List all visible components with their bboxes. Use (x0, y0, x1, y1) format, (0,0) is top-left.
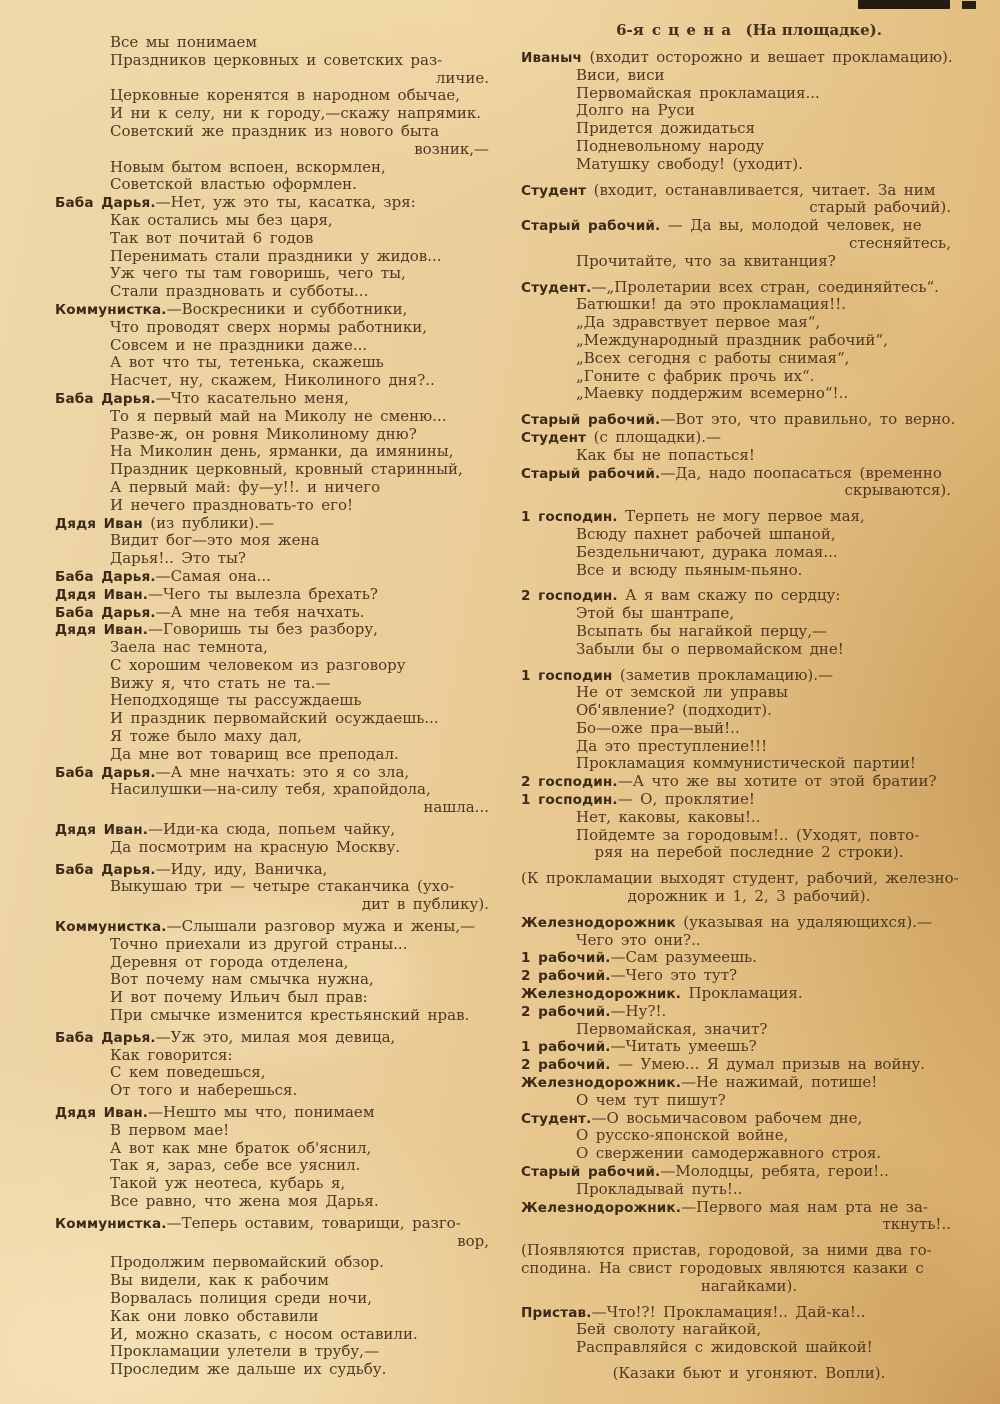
speech-line: Дядя Иван (из публики).— (55, 513, 275, 532)
speech-line: 2 рабочий.—Ну?!. (521, 1001, 667, 1020)
speech-line: 2 рабочий. — Умею... Я думал призыв на войну. (521, 1055, 926, 1074)
speech-line: 1 рабочий.—Сам разумеешь. (521, 948, 757, 967)
verse-line: Неподходяще ты рассуждаешь (110, 691, 362, 710)
scene-heading (521, 20, 977, 40)
speaker-name: Баба Дарья. (55, 604, 156, 621)
speech-line: Железнодорожник.—Первого мая нам рта не за- (521, 1197, 928, 1216)
verse-line: И вот почему Ильич был прав: (110, 988, 368, 1007)
speaker-name: 2 господин. (521, 588, 618, 605)
speaker-name: 1 господин. (521, 792, 618, 809)
verse-line: Все равно, что жена моя Дарья. (110, 1192, 379, 1210)
speech-line: Баба Дарья.—Нет, уж это ты, касатка, зря: (55, 193, 416, 212)
verse-line: Пойдемте за городовым!.. (Уходят, повто- (576, 825, 920, 844)
verse-line: Советской властью оформлен. (110, 175, 357, 194)
verse-line: Всюду пахнет рабочей шпаной, (576, 524, 836, 543)
speaker-name: Баба Дарья. (55, 1029, 156, 1046)
verse-line: Первомайская прокламация... (576, 83, 820, 102)
page-header-number-fragment (962, 1, 976, 9)
speaker-name: Коммунистка. (55, 1215, 167, 1232)
speech-line: Старый рабочий. — Да вы, молодой человек, не (521, 216, 922, 235)
speaker-name: Старый рабочий. (521, 412, 661, 429)
speech-line: Старый рабочий.—Вот это, что правильно, то верно. (521, 410, 956, 429)
speaker-name: 1 рабочий. (521, 950, 611, 967)
right-column (521, 20, 977, 1383)
speech-line: Дядя Иван.—Чего ты вылезла брехать? (55, 584, 378, 603)
verse-line: Все мы понимаем (110, 33, 258, 51)
speech-line: 1 господин (заметив прокламацию).— (521, 665, 833, 684)
verse-line: Бо—оже пра—вый!.. (576, 718, 740, 737)
verse-line: Деревня от города отделена, (110, 952, 349, 971)
speech-line: Железнодорожник. Прокламация. (521, 984, 803, 1003)
verse-line: Прокламации улетели в трубу,— (110, 1342, 379, 1361)
verse-line: При смычке изменится крестьянский нрав. (110, 1006, 470, 1025)
speaker-name: 2 рабочий. (521, 1003, 611, 1020)
verse-line: Советский же праздник из нового быта (110, 121, 440, 140)
verse-line: Да мне вот товарищ все преподал. (110, 744, 399, 763)
verse-line: Прокладывай путь!.. (576, 1179, 743, 1198)
verse-line: Дарья!.. Это ты? (110, 549, 246, 568)
verse-line: Да это преступление!!! (576, 736, 768, 755)
stage-direction: (К прокламации выходят студент, рабочий, железно- (521, 869, 959, 888)
speaker-name: Дядя Иван. (55, 622, 149, 639)
overflow-line: вор, (457, 1231, 489, 1250)
verse-line: Как говорится: (110, 1045, 233, 1064)
speech-line: Дядя Иван.—Говоришь ты без разбору, (55, 620, 378, 639)
verse-line: Все и всюду пьяным-пьяно. (576, 560, 803, 579)
verse-line: Уж чего ты там говоришь, чего ты, (110, 264, 406, 283)
speaker-name: Железнодорожник. (521, 1199, 682, 1216)
speaker-name: Студент (521, 429, 587, 446)
speaker-name: Иваныч (521, 50, 582, 66)
stage-direction: (Казаки бьют и угоняют. Вопли). (612, 1363, 886, 1382)
stage-direction: нагайками). (700, 1276, 798, 1295)
verse-line: Продолжим первомайский обзор. (110, 1253, 384, 1272)
verse-line: Долго на Руси (576, 101, 695, 120)
verse-line: О чем тут пишут? (576, 1090, 726, 1109)
verse-line: С кем поведешься, (110, 1063, 266, 1082)
overflow-line: нашла... (423, 798, 489, 817)
speaker-name: Студент. (521, 1110, 592, 1127)
verse-line: В первом мае! (110, 1120, 230, 1139)
verse-line: Матушку свободу! (уходит). (576, 154, 803, 173)
scene-heading-number: 6-я (616, 21, 644, 39)
speech-line: Коммунистка.—Теперь оставим, товарищи, разго- (55, 1213, 461, 1232)
left-column (55, 34, 515, 1379)
verse-line: Так вот почитай 6 годов (110, 228, 314, 247)
overflow-line: личие. (435, 68, 489, 87)
stage-direction: (Появляются пристав, городовой, за ними два го- (521, 1241, 932, 1260)
verse-line: Этой бы шантрапе, (576, 604, 735, 623)
verse-line: Прокламация коммунистической партии! (576, 754, 916, 773)
speaker-name: Студент. (521, 279, 592, 296)
verse-line: „Международный праздник рабочий“, (576, 330, 888, 349)
verse-line: Прочитайте, что за квитанция? (576, 251, 836, 270)
verse-line: Заела нас темнота, (110, 638, 268, 657)
verse-line: С хорошим человеком из разговору (110, 655, 406, 674)
speaker-name: 2 рабочий. (521, 968, 611, 985)
verse-line: Виси, виси (576, 65, 665, 84)
speech-line: Студент (входит, останавливается, читает. За ним (521, 180, 936, 199)
stage-direction: дорожник и 1, 2, 3 рабочий). (627, 887, 871, 906)
speech-line: Баба Дарья.—А мне на тебя начхать. (55, 602, 365, 621)
verse-line: Стали праздновать и субботы... (110, 282, 369, 301)
speech-line: 1 рабочий.—Читать умеешь? (521, 1037, 757, 1056)
stage-direction: сподина. На свист городовых являются казаки с (521, 1259, 924, 1277)
speaker-name: Железнодорожник (521, 914, 676, 931)
speech-line: Иваныч (входит осторожно и вешает прокламацию). (521, 48, 953, 66)
verse-line: Расправляйся с жидовской шайкой! (576, 1338, 873, 1357)
verse-line: А первый май: фу—у!!. и ничего (110, 477, 381, 496)
speaker-name: Железнодорожник. (521, 1075, 682, 1092)
speech-line: Студент.—„Пролетарии всех стран, соединяйтесь“. (521, 277, 939, 296)
verse-line: Вот почему нам смычка нужна, (110, 970, 374, 989)
overflow-line: ткнуть!.. (882, 1215, 951, 1234)
verse-line: Церковные коренятся в народном обычае, (110, 86, 461, 105)
speech-line: Баба Дарья.—А мне начхать: это я со зла, (55, 762, 410, 781)
verse-line: Выкушаю три — четыре стаканчика (ухо- (110, 877, 455, 896)
speaker-name: Баба Дарья. (55, 195, 156, 212)
speaker-name: Старый рабочий. (521, 1164, 661, 1181)
verse-line: Совсем и не праздники даже... (110, 335, 368, 354)
verse-line: Не от земской ли управы (576, 683, 788, 702)
verse-line: А вот как мне браток об'яснил, (110, 1138, 372, 1157)
speech-line: Коммунистка.—Воскресники и субботники, (55, 299, 408, 318)
speech-line: 2 господин. А я вам скажу по сердцу: (521, 586, 841, 605)
verse-line: На Миколин день, ярманки, да имянины, (110, 442, 454, 461)
verse-line: Бей сволоту нагайкой, (576, 1320, 762, 1339)
overflow-line: старый рабочий). (809, 198, 951, 217)
verse-line: Вы видели, как к рабочим (110, 1271, 329, 1290)
speaker-name: 1 господин. (521, 509, 618, 526)
verse-line: Я тоже было маху дал, (110, 727, 302, 746)
speech-line: Студент.—О восьмичасовом рабочем дне, (521, 1108, 863, 1127)
speech-line: 2 рабочий.—Чего это тут? (521, 966, 738, 985)
verse-line: Перенимать стали праздники у жидов... (110, 246, 442, 265)
speaker-name: Дядя Иван. (55, 1105, 149, 1122)
speech-line: Коммунистка.—Слышали разговор мужа и жены,— (55, 917, 476, 936)
speaker-name: Коммунистка. (55, 919, 167, 936)
speech-line: Баба Дарья.—Уж это, милая моя девица, (55, 1027, 396, 1046)
verse-line: „Всех сегодня с работы снимая“, (576, 348, 850, 367)
speaker-name: Баба Дарья. (55, 568, 156, 585)
overflow-line: стесняйтесь, (849, 233, 951, 252)
page-header-rule-fragment (858, 0, 950, 9)
verse-line: И ни к селу, ни к городу,—скажу напрямик. (110, 104, 482, 123)
speaker-name: Баба Дарья. (55, 390, 156, 407)
speaker-name: Коммунистка. (55, 301, 167, 318)
speaker-name: 1 рабочий. (521, 1039, 611, 1056)
verse-line: Всыпать бы нагайкой перцу,— (576, 621, 828, 640)
speaker-name: Дядя Иван. (55, 822, 149, 839)
speech-line: Дядя Иван.—Нешто мы что, понимаем (55, 1103, 375, 1122)
speech-line: Старый рабочий.—Молодцы, ребята, герои!.. (521, 1162, 889, 1181)
speech-line: Железнодорожник.—Не нажимай, потише! (521, 1073, 878, 1092)
speech-line: Баба Дарья.—Иду, иду, Ваничка, (55, 859, 328, 878)
verse-line: И праздник первомайский осуждаешь... (110, 709, 439, 728)
verse-line: Насчет, ну, скажем, Николиного дня?.. (110, 371, 435, 390)
stage-direction: ряя на перебой последние 2 строки). (594, 843, 904, 862)
verse-line: И, можно сказать, с носом оставили. (110, 1324, 418, 1343)
speaker-name: Старый рабочий. (521, 218, 661, 235)
speech-line: Старый рабочий.—Да, надо поопасаться (временно (521, 463, 942, 482)
overflow-line: дит в публику). (361, 895, 489, 914)
verse-line: Подневольному народу (576, 136, 765, 155)
speech-line: Железнодорожник (указывая на удаляющихся).— (521, 912, 933, 931)
verse-line: „Да здравствует первое мая“, (576, 313, 821, 332)
speech-line: Студент (с площадки).— (521, 427, 722, 446)
verse-line: „Маевку поддержим всемерно“!.. (576, 384, 849, 403)
verse-line: Забыли бы о первомайском дне! (576, 639, 844, 658)
verse-line: Праздников церковных и советских раз- (110, 50, 443, 69)
speech-line: Пристав.—Что!?! Прокламация!.. Дай-ка!.. (521, 1302, 866, 1321)
verse-line: А вот что ты, тетенька, скажешь (110, 353, 384, 372)
verse-line: Как они ловко обставили (110, 1306, 319, 1325)
verse-line: Как остались мы без царя, (110, 210, 333, 229)
speaker-name: 2 господин. (521, 774, 618, 791)
speaker-name: Баба Дарья. (55, 861, 156, 878)
verse-line: И нечего праздновать-то его! (110, 495, 354, 514)
verse-line: Батюшки! да это прокламация!!. (576, 295, 846, 314)
verse-line: Видит бог—это моя жена (110, 531, 320, 550)
verse-line: Праздник церковный, кровный старинный, (110, 460, 463, 479)
verse-line: Об'явление? (подходит). (576, 701, 772, 720)
scene-heading-location: (На площадке). (745, 21, 882, 39)
speech-line: 1 господин. Терпеть не могу первое мая, (521, 507, 865, 526)
speaker-name: 1 господин (521, 667, 613, 684)
verse-line: Так я, зараз, себе все уяснил. (110, 1156, 361, 1175)
verse-line: Вижу я, что стать не та.— (110, 673, 331, 692)
speaker-name: Баба Дарья. (55, 764, 156, 781)
verse-line: Чего это они?.. (576, 930, 701, 949)
overflow-line: возник,— (414, 139, 489, 158)
speaker-name: Студент (521, 182, 587, 199)
verse-line: Бездельничают, дурака ломая... (576, 542, 838, 561)
overflow-line: скрываются). (844, 481, 951, 500)
verse-line: Проследим же дальше их судьбу. (110, 1360, 387, 1379)
verse-line: Нет, каковы, каковы!.. (576, 807, 761, 826)
verse-line: Да посмотрим на красную Москву. (110, 837, 401, 856)
scene-heading-word: сцена (651, 21, 739, 39)
verse-line: О свержении самодержавного строя. (576, 1144, 882, 1163)
verse-line: Придется дожидаться (576, 119, 755, 138)
verse-line: „Гоните с фабрик прочь их“. (576, 366, 815, 385)
verse-line: Насилушки—на-силу тебя, храпойдола, (110, 780, 431, 799)
verse-line: О русско-японской войне, (576, 1126, 789, 1145)
verse-line: От того и наберешься. (110, 1081, 298, 1100)
speech-line: Баба Дарья.—Самая она... (55, 566, 271, 585)
verse-line: Разве-ж, он ровня Миколиному дню? (110, 424, 417, 443)
verse-line: Как бы не попасться! (576, 445, 755, 464)
verse-line: Что проводят сверх нормы работники, (110, 317, 427, 336)
verse-line: Точно приехали из другой страны... (110, 934, 408, 953)
verse-line: Новым бытом вспоен, вскормлен, (110, 157, 386, 176)
speaker-name: Старый рабочий. (521, 465, 661, 482)
verse-line: Такой уж неотеса, кубарь я, (110, 1174, 346, 1193)
speaker-name: Дядя Иван (55, 515, 143, 532)
speaker-name: Пристав. (521, 1304, 592, 1321)
speaker-name: Дядя Иван. (55, 586, 149, 603)
verse-line: Ворвалась полиция среди ночи, (110, 1288, 372, 1307)
verse-line: То я первый май на Миколу не сменю... (110, 406, 447, 425)
speech-line: Баба Дарья.—Что касательно меня, (55, 388, 349, 407)
speaker-name: Железнодорожник. (521, 986, 682, 1003)
speech-line: 2 господин.—А что же вы хотите от этой братии? (521, 772, 937, 791)
verse-line: Первомайская, значит? (576, 1019, 768, 1038)
speaker-name: 2 рабочий. (521, 1057, 611, 1074)
speech-line: 1 господин.— О, проклятие! (521, 790, 755, 809)
speech-line: Дядя Иван.—Иди-ка сюда, попьем чайку, (55, 820, 396, 839)
